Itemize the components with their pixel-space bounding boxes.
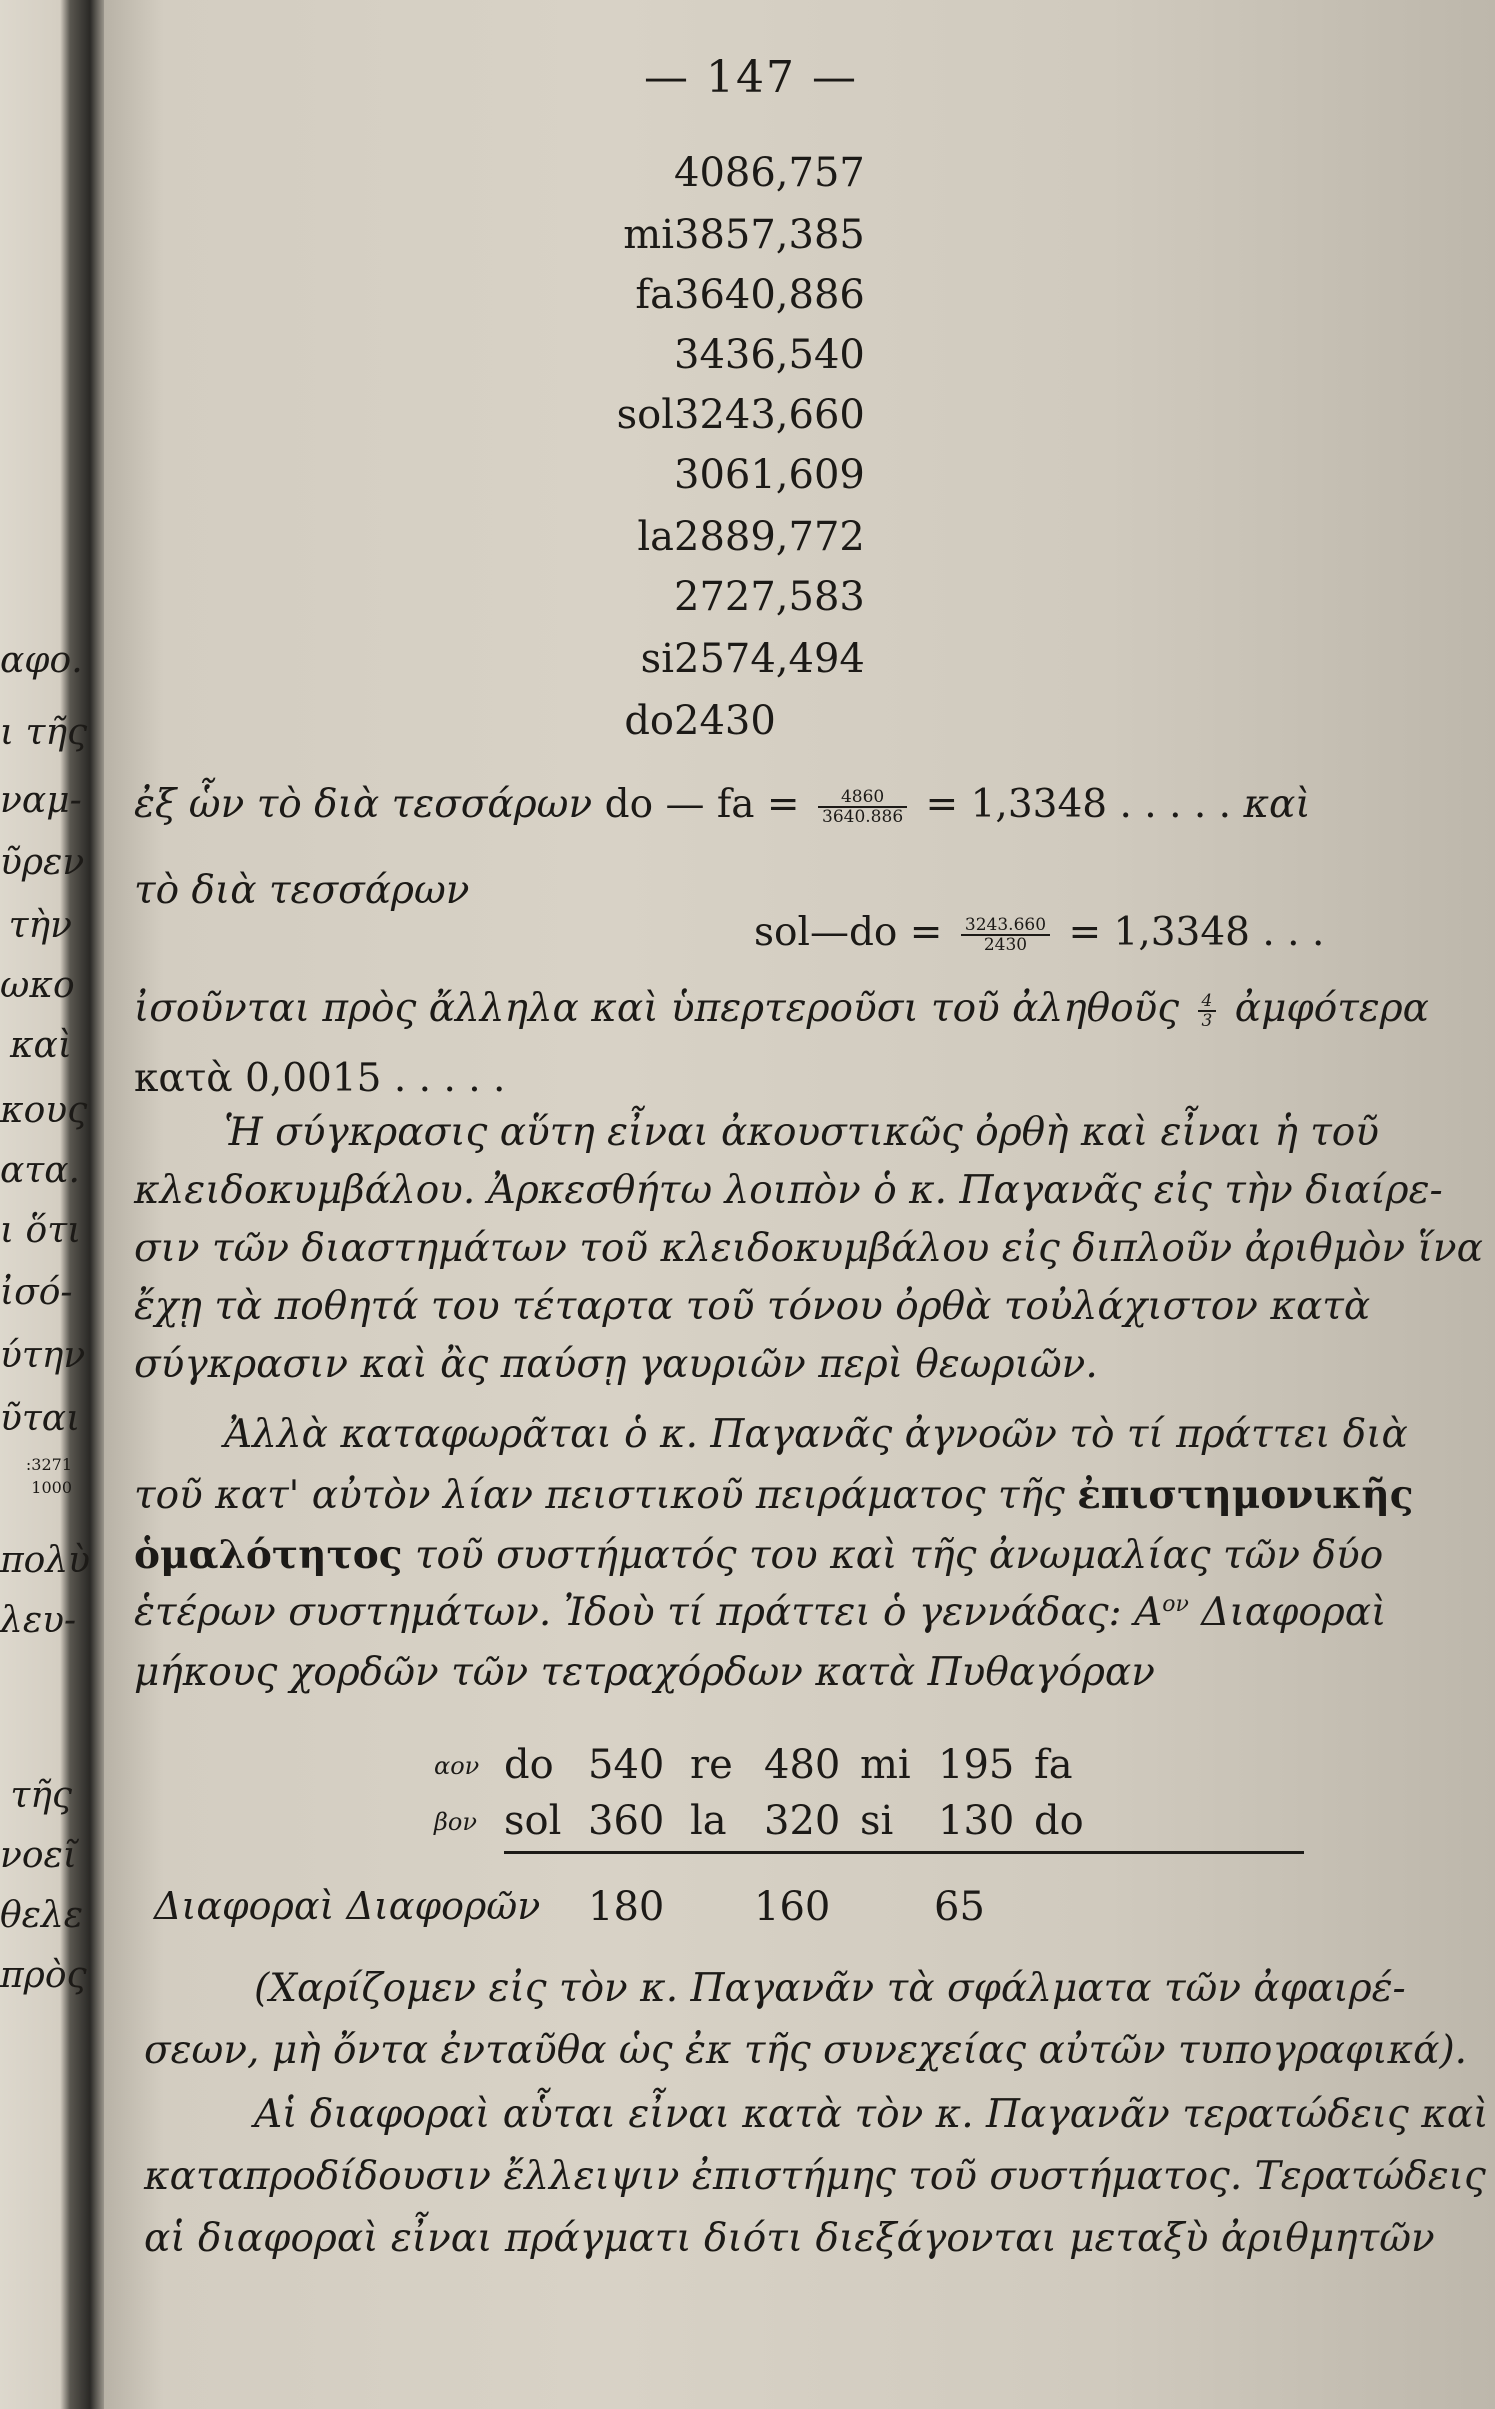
margin-fragment: ύτην <box>0 1335 86 1376</box>
fraction-numerator: 4 <box>1198 992 1217 1012</box>
formula-result: = 1,3348 . . . . . <box>925 782 1232 827</box>
bold-term: ἐπιστημονικῆς <box>1077 1472 1414 1518</box>
length-value: 195 <box>938 1742 1015 1788</box>
table-row <box>484 698 984 758</box>
margin-fragment: ωκο <box>0 965 75 1006</box>
margin-fragment: κους <box>0 1090 88 1131</box>
text-line: ἔχῃ τὰ ποθητά του τέταρτα τοῦ τόνου ὀρθὰ τοὐλάχιστον κατὰ <box>134 1284 1371 1329</box>
margin-fragment: ναμ- <box>0 780 82 821</box>
text-segment: ἑτέρων συστημάτων. Ἰδοὺ τί πράττει ὁ γεννάδας: Α <box>134 1590 1163 1635</box>
table-row <box>104 1742 1495 1798</box>
margin-fragment: λευ- <box>0 1600 77 1641</box>
text-line: κλειδοκυμβάλου. Ἀρκεσθήτω λοιπὸν ὁ κ. Παγανᾶς εἰς τὴν διαίρε- <box>134 1168 1443 1213</box>
margin-fragment: ατα. <box>0 1150 80 1191</box>
margin-fragment: τῆς <box>10 1775 72 1816</box>
margin-fragment: ἰσό- <box>0 1272 73 1313</box>
note-name: fa <box>1034 1742 1073 1788</box>
fraction <box>1198 992 1217 1030</box>
text-segment: ἀμφότερα <box>1234 986 1429 1031</box>
margin-fragment: αφο. <box>0 640 83 681</box>
text-segment: τοῦ συστήματός του καὶ τῆς ἀνωμαλίας τῶν δύο <box>414 1533 1384 1578</box>
book-binding-gutter <box>0 0 104 2409</box>
text-line: Ἡ σύγκρασις αὕτη εἶναι ἀκουστικῶς ὀρθὴ καὶ εἶναι ἡ τοῦ <box>224 1110 1379 1155</box>
text-line: Αἱ διαφοραὶ αὗται εἶναι κατὰ τὸν κ. Παγανᾶν τερατώδεις καὶ <box>254 2092 1489 2137</box>
table-row <box>484 392 984 452</box>
length-value: 320 <box>764 1798 841 1844</box>
frequency-value: 3857,385 <box>674 212 865 258</box>
note-name: fa <box>635 272 674 318</box>
table-row <box>104 1884 1495 1940</box>
margin-fragment: θελε <box>0 1895 84 1936</box>
length-value: 480 <box>764 1742 841 1788</box>
text-line: αἱ διαφοραὶ εἶναι πράγματι διότι διεξάγονται μεταξὺ ἀριθμητῶν <box>144 2216 1435 2261</box>
margin-fragment: ι τῆς <box>0 712 88 753</box>
frequency-value: 4086,757 <box>674 150 865 196</box>
formula-line <box>754 910 1324 955</box>
margin-fragment: καὶ <box>9 1025 72 1066</box>
frequency-value: 2430 <box>674 698 776 744</box>
text-segment: τοῦ κατ' αὐτὸν λίαν πειστικοῦ πειράματος τῆς <box>134 1473 1065 1518</box>
note-name: sol <box>504 1798 562 1844</box>
table-row <box>484 514 984 574</box>
note-name: sol <box>616 392 674 438</box>
text-line <box>134 1472 1414 1518</box>
margin-fragment: 1000 <box>31 1478 72 1497</box>
text-line: σεων, μὴ ὄντα ἐνταῦθα ὡς ἐκ τῆς συνεχείας αὐτῶν τυπογραφικά). <box>144 2028 1468 2073</box>
note-name: mi <box>860 1742 911 1788</box>
table-row <box>484 150 984 210</box>
formula-expression: do — fa = <box>604 782 800 827</box>
frequency-value: 3436,540 <box>674 332 865 378</box>
row-label: βον <box>434 1808 477 1836</box>
text-line <box>134 986 1429 1031</box>
note-name: mi <box>623 212 674 258</box>
text-line: καταπροδίδουσιν ἔλλειψιν ἐπιστήμης τοῦ συστήματος. Τερατώδεις <box>144 2154 1486 2199</box>
note-name: si <box>860 1798 894 1844</box>
note-name: do <box>1034 1798 1084 1844</box>
margin-fragment: νοεῖ <box>0 1835 77 1876</box>
superscript: ον <box>1162 1592 1189 1617</box>
note-name: si <box>640 636 674 682</box>
difference-value: 160 <box>754 1884 831 1930</box>
length-value: 360 <box>588 1798 665 1844</box>
table-row <box>484 212 984 272</box>
fraction-numerator: 3243.660 <box>961 916 1050 936</box>
length-value: 130 <box>938 1798 1015 1844</box>
text-line <box>134 1532 1383 1578</box>
text-segment: Διαφοραὶ <box>1201 1590 1387 1635</box>
frequency-value: 2727,583 <box>674 574 865 620</box>
bold-term: ὁμαλότητος <box>134 1532 403 1578</box>
text-line: σύγκρασιν καὶ ἂς παύσῃ γαυριῶν περὶ θεωριῶν. <box>134 1342 1098 1387</box>
length-value: 540 <box>588 1742 665 1788</box>
note-name: la <box>637 514 674 560</box>
book-page <box>104 0 1495 2409</box>
table-row <box>484 272 984 332</box>
page-number: — 147 — <box>644 52 858 103</box>
table-row <box>484 636 984 696</box>
text-segment: ἰσοῦνται πρὸς ἄλληλα καὶ ὑπερτεροῦσι τοῦ ἀληθοῦς <box>134 986 1180 1031</box>
frequency-value: 3640,886 <box>674 272 865 318</box>
formula-fraction <box>818 788 907 826</box>
margin-fragment: ῦται <box>0 1398 81 1439</box>
text-line: σιν τῶν διαστημάτων τοῦ κλειδοκυμβάλου εἰς διπλοῦν ἀριθμὸν ἵνα <box>134 1226 1483 1271</box>
text-line: μήκους χορδῶν τῶν τετραχόρδων κατὰ Πυθαγόραν <box>134 1650 1155 1695</box>
frequency-value: 3243,660 <box>674 392 865 438</box>
formula-prefix-line: τὸ διὰ τεσσάρων <box>134 868 470 913</box>
previous-page-margin <box>0 0 91 2409</box>
margin-fragment: ῦρεν <box>0 842 85 883</box>
fraction-denominator: 2430 <box>983 935 1028 955</box>
note-name: la <box>690 1798 727 1844</box>
formula-fraction <box>961 916 1050 954</box>
difference-value: 180 <box>588 1884 665 1930</box>
fraction-numerator: 4860 <box>818 788 907 808</box>
text-line <box>134 1590 1386 1635</box>
frequency-value: 3061,609 <box>674 452 865 498</box>
text-line: (Χαρίζομεν εἰς τὸν κ. Παγανᾶν τὰ σφάλματα τῶν ἀφαιρέ- <box>254 1966 1406 2011</box>
margin-fragment: πολὺ <box>0 1540 91 1581</box>
formula-line <box>134 782 1311 827</box>
table-row <box>484 452 984 512</box>
formula-result: = 1,3348 . . . <box>1068 910 1325 955</box>
formula-suffix: καὶ <box>1243 782 1311 827</box>
table-rule <box>504 1851 1304 1854</box>
table-row <box>484 574 984 634</box>
table-row <box>104 1798 1495 1854</box>
note-name: do <box>504 1742 554 1788</box>
margin-fragment: ι ὅτι <box>0 1210 82 1251</box>
frequency-value: 2574,494 <box>674 636 865 682</box>
note-name: re <box>690 1742 733 1788</box>
note-name: do <box>624 698 674 744</box>
margin-fragment: πρὸς <box>0 1955 87 1996</box>
formula-prefix: ἐξ ὧν τὸ διὰ τεσσάρων <box>134 782 593 827</box>
row-label: αον <box>434 1752 480 1780</box>
table-row <box>484 332 984 392</box>
fraction-denominator: 3640.886 <box>822 807 904 827</box>
difference-value: 65 <box>934 1884 985 1930</box>
text-line: Ἀλλὰ καταφωρᾶται ὁ κ. Παγανᾶς ἀγνοῶν τὸ τί πράττει διὰ <box>224 1412 1408 1457</box>
fraction-denominator: 3 <box>1201 1011 1213 1031</box>
margin-fragment: :3271 <box>25 1455 72 1474</box>
formula-expression: sol—do = <box>754 910 943 955</box>
frequency-value: 2889,772 <box>674 514 865 560</box>
text-line: κατὰ 0,0015 . . . . . <box>134 1056 506 1101</box>
row-label: Διαφοραὶ Διαφορῶν <box>154 1884 541 1928</box>
margin-fragment: τὴν <box>8 905 72 946</box>
